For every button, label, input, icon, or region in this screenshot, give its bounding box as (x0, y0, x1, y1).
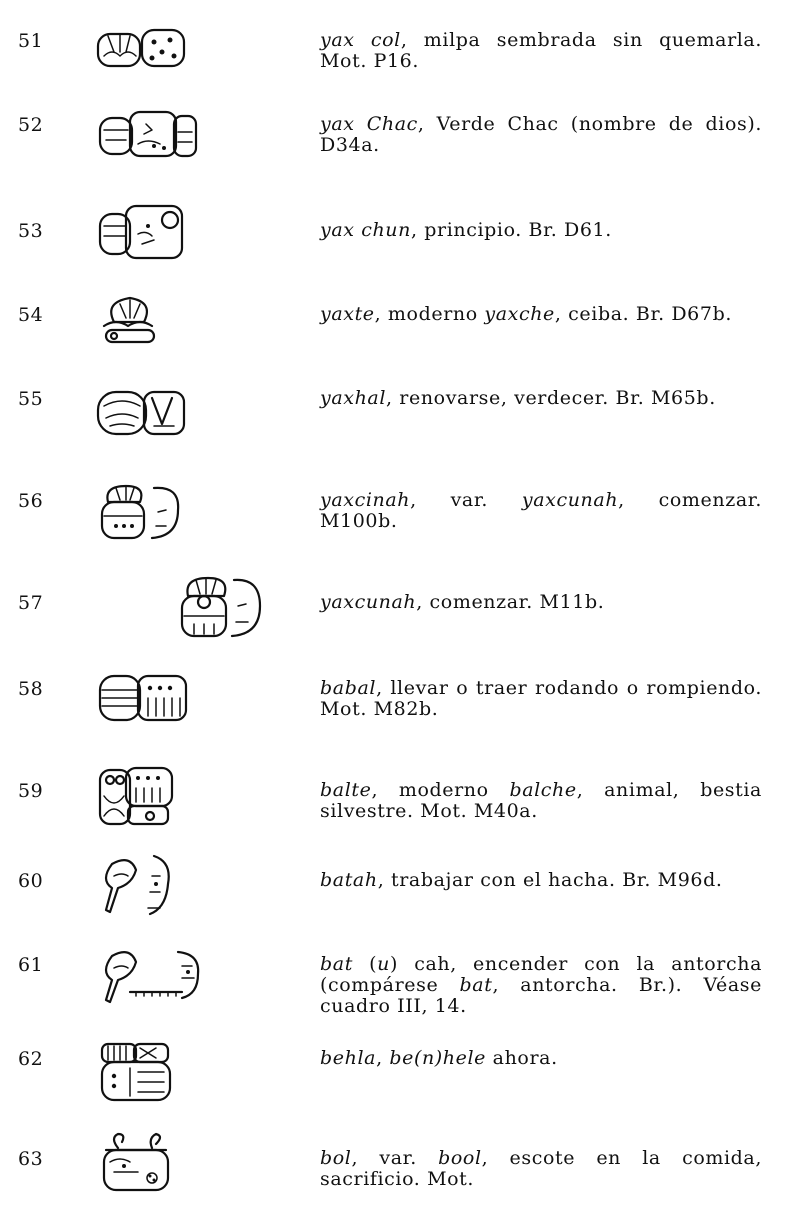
yaxte-glyph (100, 294, 160, 348)
entry-number: 52 (18, 114, 44, 136)
entry-definition: , var. (410, 489, 522, 511)
entry-term: yax Chac (320, 113, 418, 135)
entry-term: yaxcunah (320, 591, 417, 613)
entry-term: be(n)hele (389, 1047, 487, 1069)
entry-term: yax col (320, 29, 401, 51)
entry-text (320, 220, 762, 241)
entry-definition: ( (352, 953, 378, 975)
entry-definition: , escote en la comida, sacrificio. Mot. (320, 1147, 769, 1190)
yax-chun-glyph (98, 204, 188, 260)
entry-definition: , moderno (371, 779, 510, 801)
entry-term: bat (320, 953, 353, 975)
entry-text (320, 870, 762, 891)
bat-u-cah-glyph (100, 946, 204, 1006)
bol-glyph (100, 1132, 174, 1194)
entry-term: bat (459, 974, 493, 996)
entry-number: 51 (18, 30, 44, 52)
entry-term: yaxcinah (320, 489, 411, 511)
yaxhal-glyph (96, 388, 188, 438)
yax-chac-glyph (98, 110, 200, 160)
behla-glyph (100, 1042, 174, 1104)
entry-number: 57 (18, 592, 44, 614)
entry-number: 56 (18, 490, 44, 512)
entry-text (320, 1147, 769, 1190)
entry-term: yaxhal (320, 387, 387, 409)
entry-term: behla (320, 1047, 377, 1069)
entry-definition: , antorcha. Br.). Véase cuadro III, 14. (320, 974, 769, 1017)
entry-definition: , (376, 1047, 390, 1069)
entry-number: 59 (18, 780, 44, 802)
entry-number: 53 (18, 220, 44, 242)
batah-glyph (100, 854, 180, 918)
entry-definition: , Verde Chac (nombre de dios). D34a. (320, 113, 769, 156)
entry-definition: ) cah, encender con la antorcha (compárese (320, 953, 769, 996)
entry-definition: , moderno (374, 303, 485, 325)
entry-number: 61 (18, 954, 44, 976)
yax-col-glyph (96, 26, 188, 72)
entry-text (320, 304, 762, 325)
entry-term: yaxche (484, 303, 555, 325)
yaxcunah-glyph (180, 576, 266, 640)
babal-glyph (98, 674, 190, 724)
entry-text (320, 953, 769, 1017)
yaxcinah-glyph (98, 484, 188, 542)
entry-definition: , ceiba. Br. D67b. (554, 303, 732, 325)
entry-term: yaxte (320, 303, 375, 325)
entry-term: bool (438, 1147, 482, 1169)
entry-definition: , animal, bestia silvestre. Mot. M40a. (320, 779, 769, 822)
entry-text (320, 1048, 762, 1069)
entry-text (320, 388, 762, 409)
entry-text (320, 113, 769, 156)
entry-number: 63 (18, 1148, 44, 1170)
entry-definition: , comenzar. M11b. (416, 591, 605, 613)
entry-definition: , principio. Br. D61. (410, 219, 612, 241)
entry-number: 60 (18, 870, 44, 892)
balte-glyph (98, 766, 178, 828)
entry-term: batah (320, 869, 378, 891)
entry-term: babal (320, 677, 377, 699)
entry-term: yaxcunah (521, 489, 619, 511)
entry-number: 58 (18, 678, 44, 700)
entry-term: balte (320, 779, 372, 801)
entry-term: yax chun (320, 219, 411, 241)
entry-definition: , comenzar. M100b. (320, 489, 769, 532)
entry-text (320, 677, 769, 720)
entry-text (320, 779, 769, 822)
entry-definition: , llevar o traer rodando o rompiendo. Mot. M82b. (320, 677, 769, 720)
entry-number: 62 (18, 1048, 44, 1070)
entry-definition: ahora. (486, 1047, 558, 1069)
entry-text (320, 29, 769, 72)
entry-definition: , milpa sembrada sin quemarla. Mot. P16. (320, 29, 769, 72)
entry-term: bol (320, 1147, 352, 1169)
entry-term: u (377, 953, 390, 975)
entry-definition: , trabajar con el hacha. Br. M96d. (377, 869, 723, 891)
entry-definition: , renovarse, verdecer. Br. M65b. (386, 387, 716, 409)
entry-definition: , var. (351, 1147, 439, 1169)
entry-text (320, 592, 762, 613)
entry-text (320, 489, 769, 532)
entry-term: balche (509, 779, 577, 801)
entry-number: 54 (18, 304, 44, 326)
entry-number: 55 (18, 388, 44, 410)
